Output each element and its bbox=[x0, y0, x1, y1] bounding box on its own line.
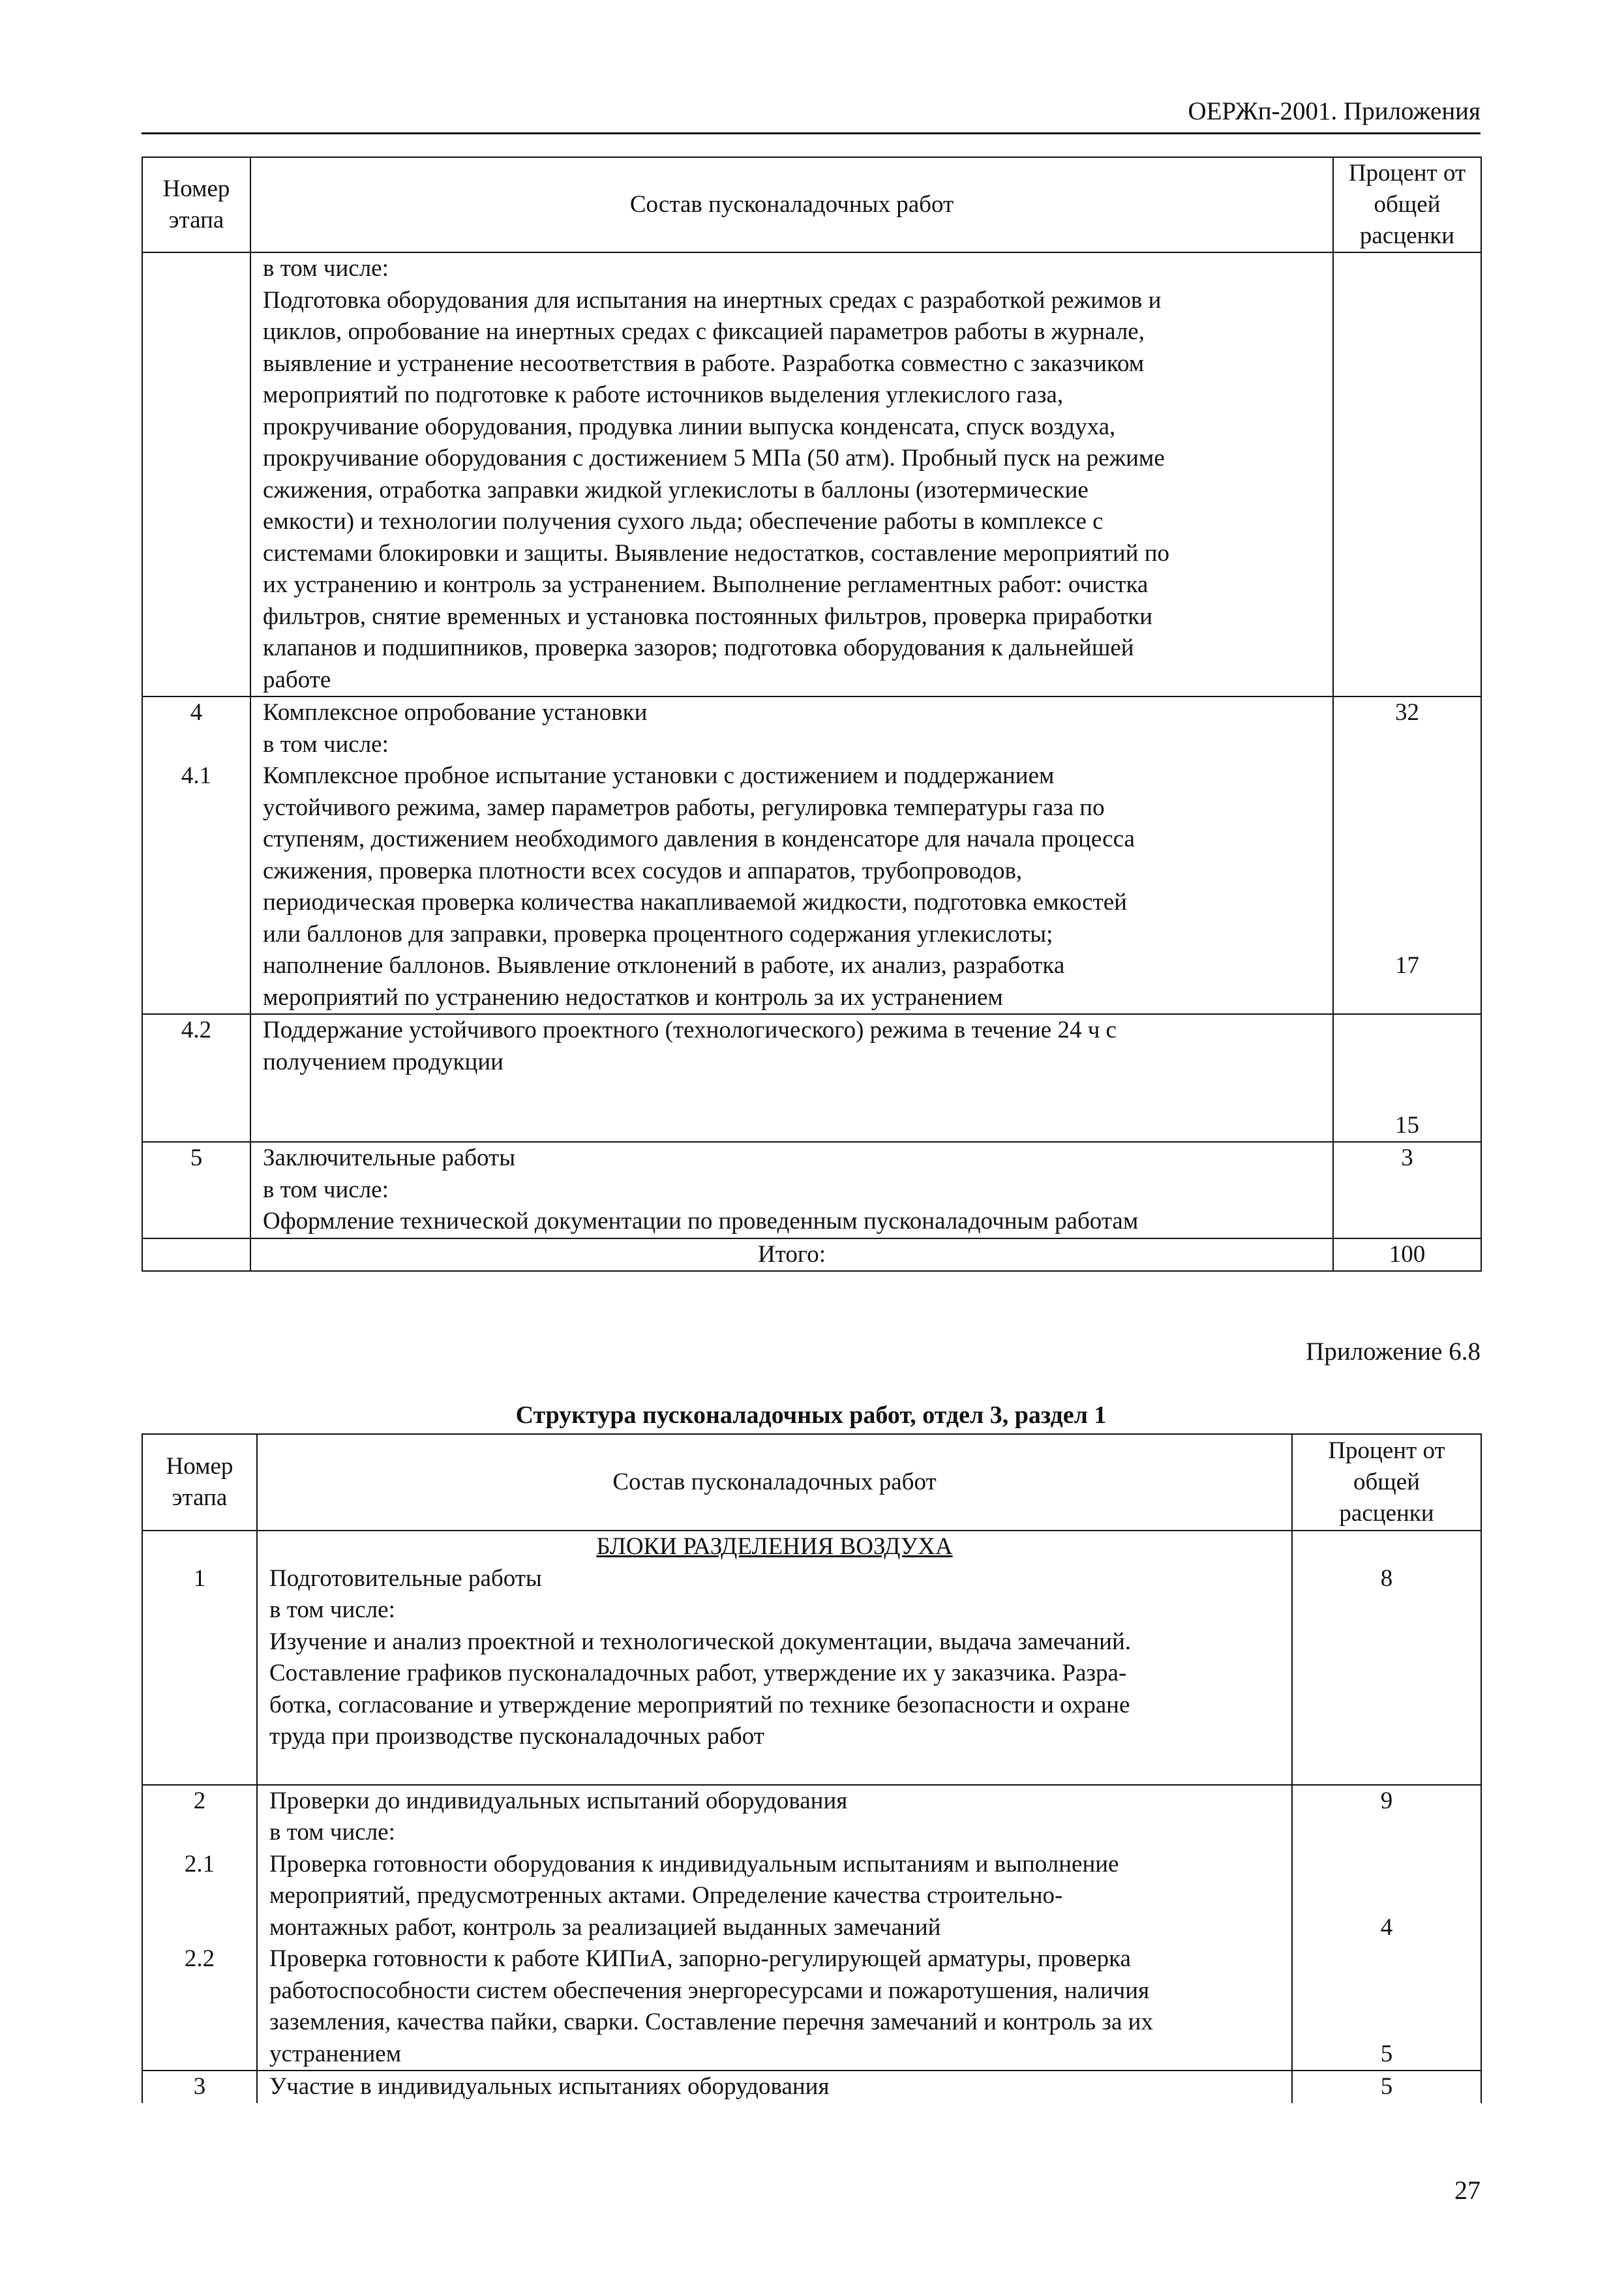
stage-number: 2 bbox=[193, 1787, 206, 1814]
percent-value bbox=[1334, 856, 1481, 888]
percent-value bbox=[1334, 760, 1481, 792]
stage-number bbox=[143, 1880, 256, 1912]
table-row bbox=[142, 696, 1481, 1014]
work-description-cell bbox=[250, 1142, 1333, 1238]
description-line: Изучение и анализ проектной и технологической документации, выдача замечаний. bbox=[269, 1628, 1132, 1655]
description-line: ступеням, достижением необходимого давления в конденсаторе для начала процесса bbox=[263, 826, 1135, 852]
total-num bbox=[142, 1238, 250, 1272]
percent-value bbox=[1293, 1975, 1481, 2007]
description-line: в том числе: bbox=[263, 730, 389, 758]
section-title: БЛОКИ РАЗДЕЛЕНИЯ ВОЗДУХА bbox=[596, 1533, 953, 1560]
description-line: или баллонов для заправки, проверка процентного содержания углекислоты; bbox=[263, 920, 1053, 948]
work-description-cell bbox=[250, 696, 1333, 1014]
stage-number bbox=[143, 1817, 256, 1849]
description-line: в том числе: bbox=[269, 1819, 395, 1846]
description-line: работоспособности систем обеспечения энергоресурсами и пожаротушения, наличия bbox=[269, 1977, 1150, 2004]
description-line: ботка, согласование и утверждение мероприятий по технике безопасности и охране bbox=[269, 1691, 1130, 1718]
header-num: Номер этапа bbox=[142, 157, 250, 252]
percent-value bbox=[1334, 1015, 1481, 1047]
work-description-cell bbox=[257, 1531, 1292, 1785]
percent-value bbox=[1293, 1849, 1481, 1881]
description-line: мероприятий, предусмотренных актами. Определение качества строительно- bbox=[269, 1882, 1063, 1909]
description-line: Заключительные работы bbox=[263, 1144, 516, 1171]
description-line: Участие в индивидуальных испытаниях оборудования bbox=[269, 2073, 830, 2100]
percent-value bbox=[1293, 1943, 1481, 1975]
stage-number: 5 bbox=[190, 1144, 203, 1171]
percent-value bbox=[1334, 887, 1481, 919]
description-line: циклов, опробование на инертных средах с фиксацией параметров работы в журнале, bbox=[263, 318, 1145, 345]
description-line: выявление и устранение несоответствия в работе. Разработка совместно с заказчиком bbox=[263, 350, 1145, 377]
percent-value: 5 bbox=[1380, 2073, 1393, 2100]
description-line: Подготовка оборудования для испытания на инертных средах с разработкой режимов и bbox=[263, 286, 1162, 314]
description-line: в том числе: bbox=[269, 1596, 395, 1623]
description-line: Составление графиков пусконаладочных работ, утверждение их у заказчика. Разра- bbox=[269, 1660, 1127, 1686]
description-line: Подготовительные работы bbox=[269, 1564, 542, 1592]
percent-value bbox=[1293, 1817, 1481, 1849]
stage-number: 2.2 bbox=[184, 1945, 215, 1972]
percent-cell bbox=[1292, 2071, 1481, 2103]
percent-value: 32 bbox=[1395, 699, 1419, 726]
description-line: труда при производстве пусконаладочных работ bbox=[269, 1723, 764, 1750]
header-rule bbox=[142, 132, 1481, 134]
description-line: мероприятий по подготовке к работе источников выделения углекислого газа, bbox=[263, 382, 1064, 408]
description-line: клапанов и подшипников, проверка зазоров; подготовка оборудования к дальнейшей bbox=[263, 635, 1134, 661]
stage-number: 1 bbox=[193, 1564, 206, 1592]
description-line: наполнение баллонов. Выявление отклонений в работе, их анализ, разработка bbox=[263, 952, 1065, 979]
work-description-cell bbox=[250, 1014, 1333, 1142]
table-row bbox=[142, 1014, 1481, 1142]
percent-value: 15 bbox=[1395, 1111, 1419, 1139]
description-line: Проверка готовности оборудования к индивидуальным испытаниям и выполнение bbox=[269, 1850, 1119, 1878]
description-line: емкости) и технологии получения сухого льда; обеспечение работы в комплексе с bbox=[263, 508, 1104, 535]
stage-number bbox=[143, 253, 250, 285]
percent-value: 4 bbox=[1380, 1913, 1393, 1941]
page-number: 27 bbox=[1454, 2176, 1481, 2205]
table-top bbox=[142, 157, 1482, 1272]
percent-value bbox=[1293, 1880, 1481, 1912]
percent-cell bbox=[1333, 252, 1481, 696]
description-line: монтажных работ, контроль за реализацией выданных замечаний bbox=[269, 1913, 941, 1941]
stage-number-cell bbox=[142, 696, 250, 1014]
percent-value bbox=[1334, 919, 1481, 951]
stage-number: 2.1 bbox=[184, 1850, 215, 1878]
percent-cell bbox=[1292, 1785, 1481, 2071]
percent-value bbox=[1334, 1078, 1481, 1110]
stage-number: 4.2 bbox=[181, 1017, 212, 1043]
table-title: Структура пусконаладочных работ, отдел 3, раздел 1 bbox=[515, 1401, 1107, 1429]
header-desc: Состав пусконаладочных работ bbox=[257, 1434, 1292, 1531]
percent-cell bbox=[1333, 1014, 1481, 1142]
percent-cell bbox=[1292, 1531, 1481, 1785]
stage-number-cell bbox=[142, 1531, 257, 1785]
description-line: прокручивание оборудования, продувка линии выпуска конденсата, спуск воздуха, bbox=[263, 413, 1116, 440]
percent-value: 3 bbox=[1401, 1144, 1413, 1171]
description-line: устранением bbox=[269, 2040, 402, 2067]
stage-number bbox=[143, 1912, 256, 1944]
description-line: фильтров, снятие временных и установка постоянных фильтров, проверка приработки bbox=[263, 603, 1153, 630]
table-row bbox=[142, 1531, 1481, 1785]
stage-number-cell bbox=[142, 1785, 257, 2071]
description-line: работе bbox=[263, 666, 331, 693]
percent-value bbox=[1334, 824, 1481, 856]
description-line: мероприятий по устранению недостатков и контроль за их устранением bbox=[263, 983, 1003, 1011]
work-description-cell bbox=[257, 1785, 1292, 2071]
appendix-label: Приложение 6.8 bbox=[1306, 1338, 1481, 1366]
description-line bbox=[263, 1078, 1321, 1110]
stage-number-cell bbox=[142, 1014, 250, 1142]
percent-value: 5 bbox=[1380, 2040, 1393, 2067]
header-pct: Процент от общей расценки bbox=[1292, 1434, 1481, 1531]
stage-number bbox=[143, 729, 250, 761]
description-line: периодическая проверка количества накапливаемой жидкости, подготовка емкостей bbox=[263, 889, 1127, 916]
stage-number-cell bbox=[142, 252, 250, 696]
description-line: Проверка готовности к работе КИПиА, запорно-регулирующей арматуры, проверка bbox=[269, 1945, 1131, 1972]
percent-value: 17 bbox=[1395, 952, 1419, 979]
percent-cell bbox=[1333, 1142, 1481, 1238]
description-line: в том числе: bbox=[263, 1176, 389, 1203]
total-label: Итого: bbox=[250, 1238, 1333, 1272]
percent-value bbox=[1334, 1047, 1481, 1079]
stage-number-cell bbox=[142, 2071, 257, 2103]
description-line: устойчивого режима, замер параметров работы, регулировка температуры газа по bbox=[263, 794, 1105, 821]
percent-value: 8 bbox=[1380, 1564, 1393, 1592]
percent-value bbox=[1334, 253, 1481, 285]
total-value: 100 bbox=[1333, 1238, 1481, 1272]
stage-number: 4.1 bbox=[181, 762, 212, 789]
description-line: сжижения, проверка плотности всех сосудов и аппаратов, трубопроводов, bbox=[263, 857, 1023, 884]
table-bottom bbox=[142, 1433, 1482, 2103]
table-row bbox=[142, 252, 1481, 696]
header-num: Номер этапа bbox=[142, 1434, 257, 1531]
description-line: их устранению и контроль за устранением. Выполнение регламентных работ: очистка bbox=[263, 571, 1149, 598]
description-line: системами блокировки и защиты. Выявление недостатков, составление мероприятий по bbox=[263, 539, 1169, 567]
description-line bbox=[263, 1110, 1321, 1142]
stage-number: 4 bbox=[190, 699, 203, 726]
description-line: Поддержание устойчивого проектного (технологического) режима в течение 24 ч с bbox=[263, 1017, 1117, 1043]
work-description-cell bbox=[250, 252, 1333, 696]
description-line: Проверки до индивидуальных испытаний оборудования bbox=[269, 1787, 848, 1814]
stage-number: 3 bbox=[193, 2073, 206, 2100]
description-line: Оформление технической документации по проведенным пусконаладочным работам bbox=[263, 1208, 1139, 1234]
running-header: ОЕРЖп-2001. Приложения bbox=[1188, 97, 1481, 125]
percent-cell bbox=[1333, 696, 1481, 1014]
table-row bbox=[142, 1142, 1481, 1238]
description-line: прокручивание оборудования с достижением 5 МПа (50 атм). Пробный пуск на режиме bbox=[263, 445, 1165, 471]
description-line: получением продукции bbox=[263, 1048, 504, 1075]
percent-value bbox=[1293, 2007, 1481, 2039]
description-line: Комплексное опробование установки bbox=[263, 699, 648, 726]
table-row bbox=[142, 1785, 1481, 2071]
header-pct: Процент от общей расценки bbox=[1333, 157, 1481, 252]
description-line: Комплексное пробное испытание установки с достижением и поддержанием bbox=[263, 762, 1055, 789]
percent-value bbox=[1334, 729, 1481, 761]
percent-value: 9 bbox=[1380, 1787, 1393, 1814]
description-line: заземления, качества пайки, сварки. Составление перечня замечаний и контроль за их bbox=[269, 2009, 1153, 2035]
stage-number-cell bbox=[142, 1142, 250, 1238]
description-line: в том числе: bbox=[263, 255, 389, 282]
table-row bbox=[142, 2071, 1481, 2103]
percent-value bbox=[1334, 792, 1481, 824]
header-desc: Состав пусконаладочных работ bbox=[250, 157, 1333, 252]
description-line: сжижения, отработка заправки жидкой углекислоты в баллоны (изотермические bbox=[263, 476, 1089, 503]
work-description-cell bbox=[257, 2071, 1292, 2103]
